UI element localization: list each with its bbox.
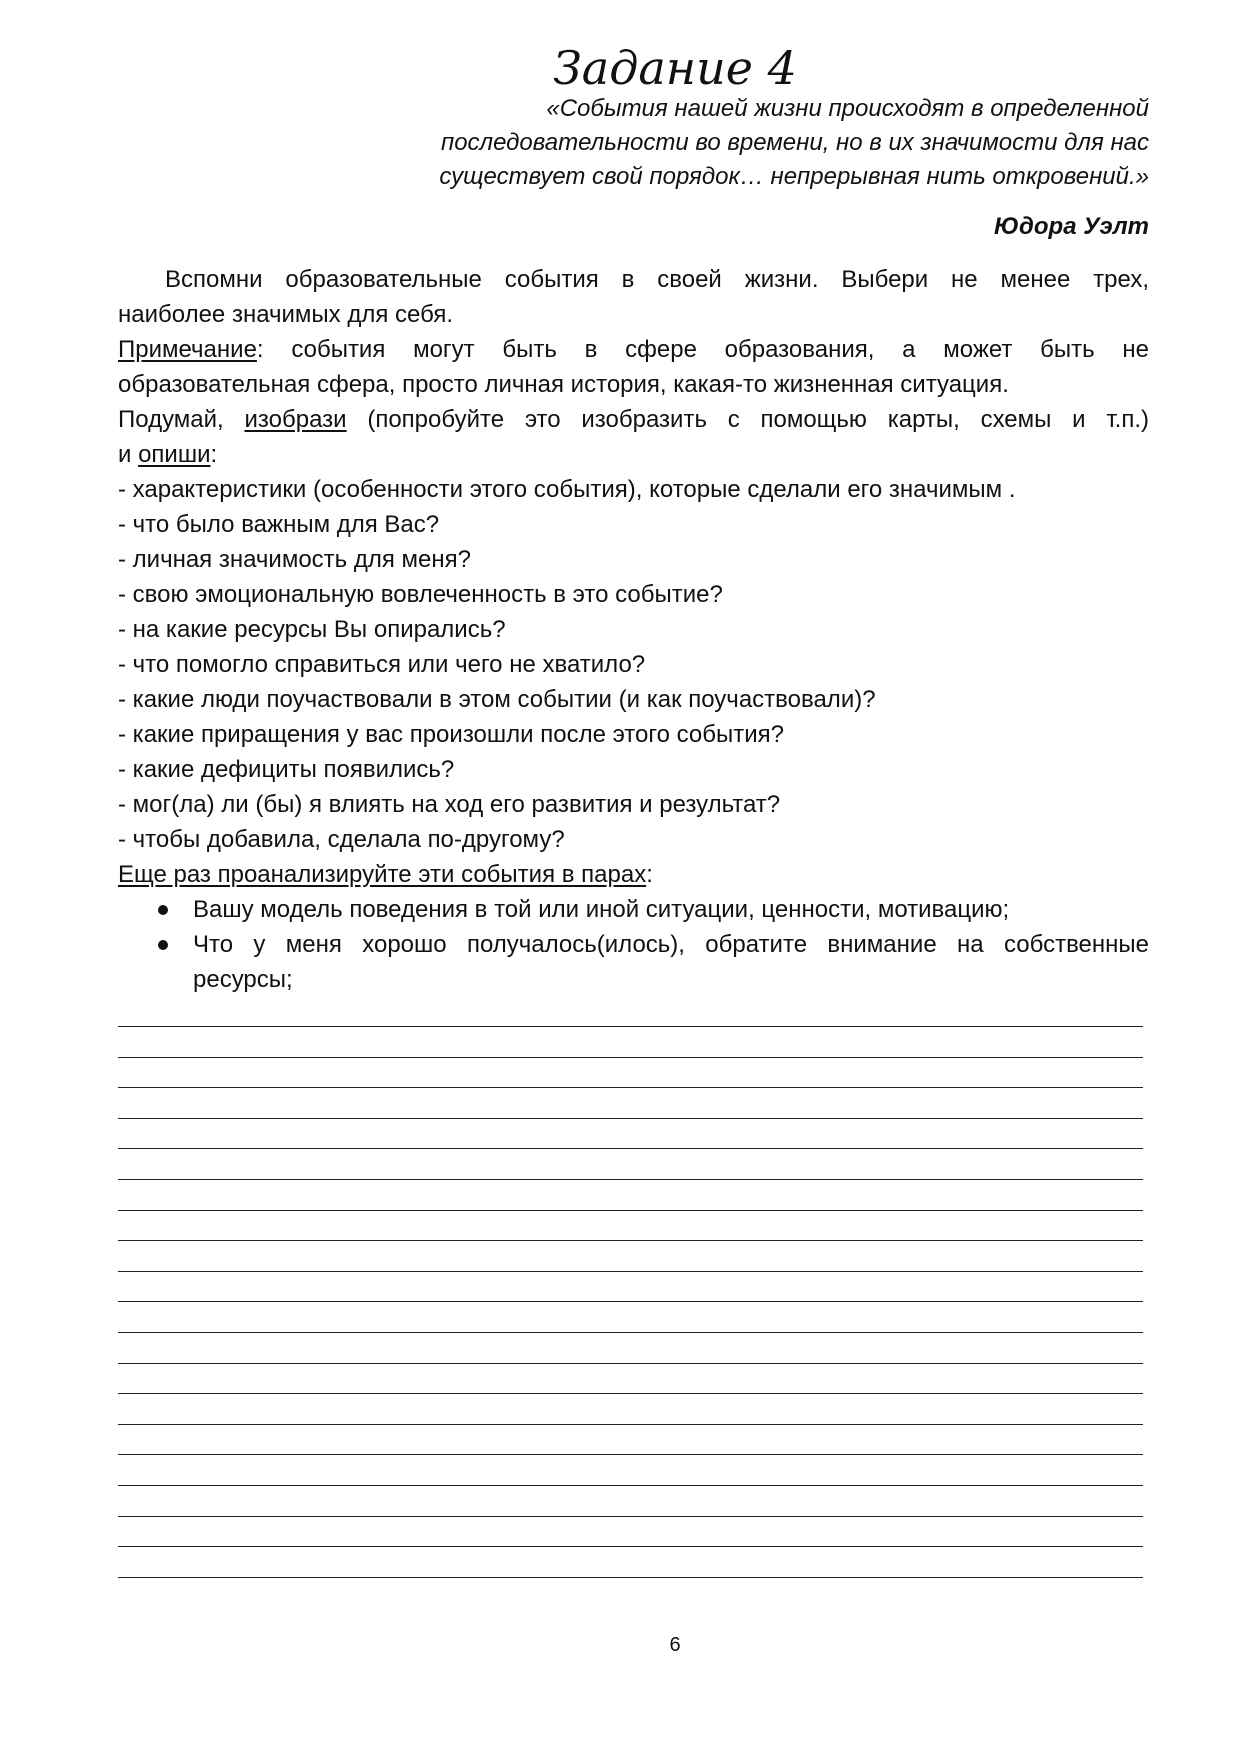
answer-line[interactable]	[118, 1301, 1143, 1302]
question-item: - на какие ресурсы Вы опирались?	[118, 616, 506, 643]
page-number: 6	[669, 1634, 681, 1656]
answer-line[interactable]	[118, 1057, 1143, 1058]
answer-line[interactable]	[118, 1240, 1143, 1241]
answer-line[interactable]	[118, 1271, 1143, 1272]
question-item: - какие приращения у вас произошли после этого события?	[118, 721, 784, 748]
answer-line[interactable]	[118, 1026, 1143, 1027]
answer-line[interactable]	[118, 1424, 1143, 1425]
epigraph-author: Юдора Уэлт	[994, 213, 1149, 240]
draw-word: изобрази	[244, 406, 347, 433]
think-and: и	[118, 441, 139, 468]
answer-line[interactable]	[118, 1332, 1143, 1333]
bullet-text: Что у меня хорошо получалось(илось), обратите внимание на собственные	[193, 931, 1149, 958]
answer-line[interactable]	[118, 1454, 1143, 1455]
answer-line[interactable]	[118, 1393, 1143, 1394]
describe-word: опиши	[138, 441, 211, 468]
question-item: - что было важным для Вас?	[118, 511, 440, 538]
note-label: Примечание	[118, 336, 257, 363]
bullet-dot-icon	[158, 905, 168, 915]
intro-line: Вспомни образовательные события в своей жизни. Выбери не менее трех,	[165, 266, 1149, 293]
answer-line[interactable]	[118, 1210, 1143, 1211]
think-colon: :	[210, 441, 218, 468]
answer-line[interactable]	[118, 1485, 1143, 1486]
note-line: образовательная сфера, просто личная история, какая-то жизненная ситуация.	[118, 371, 1009, 398]
intro-line: наиболее значимых для себя.	[118, 301, 453, 328]
bullet-text: ресурсы;	[193, 966, 293, 993]
analyze-heading-line	[118, 857, 1149, 892]
question-item: - личная значимость для меня?	[118, 546, 471, 573]
question-item: - свою эмоциональную вовлеченность в это событие?	[118, 581, 723, 608]
answer-line[interactable]	[118, 1363, 1143, 1364]
note-text: : события могут быть в сфере образования, а может быть не	[256, 336, 1149, 363]
question-item: - мог(ла) ли (бы) я влиять на ход его развития и результат?	[118, 791, 781, 818]
bullet-list	[118, 892, 1149, 997]
question-item: - какие люди поучаствовали в этом событии (и как поучаствовали)?	[118, 686, 876, 713]
answer-line[interactable]	[118, 1546, 1143, 1547]
epigraph-line: существует свой порядок… непрерывная нить откровений.»	[439, 163, 1149, 190]
epigraph-line: последовательности во времени, но в их значимости для нас	[440, 129, 1149, 156]
answer-line[interactable]	[118, 1577, 1143, 1578]
question-list	[118, 472, 1149, 857]
task-body	[118, 262, 1149, 997]
answer-line[interactable]	[118, 1148, 1143, 1149]
question-item: - какие дефициты появились?	[118, 756, 455, 783]
question-item: - чтобы добавила, сделала по-другому?	[118, 826, 565, 853]
epigraph	[289, 92, 1149, 194]
think-prefix: Подумай,	[118, 406, 245, 433]
answer-line[interactable]	[118, 1179, 1143, 1180]
epigraph-line: «События нашей жизни происходят в определенной	[546, 95, 1149, 122]
think-line	[118, 437, 1149, 472]
analyze-heading: Еще раз проанализируйте эти события в парах	[118, 861, 647, 888]
page-title: Задание 4	[553, 41, 797, 95]
answer-lines	[118, 1026, 1143, 1607]
bullet-item	[118, 927, 1149, 997]
note-line	[118, 332, 1149, 367]
answer-line[interactable]	[118, 1118, 1143, 1119]
question-item: - характеристики (особенности этого события), которые сделали его значимым .	[118, 476, 1016, 503]
bullet-item	[118, 892, 1149, 927]
bullet-dot-icon	[158, 940, 168, 950]
think-line	[118, 402, 1149, 437]
think-middle: (попробуйте это изобразить с помощью карты, схемы и т.п.)	[346, 406, 1149, 433]
answer-line[interactable]	[118, 1516, 1143, 1517]
answer-line[interactable]	[118, 1087, 1143, 1088]
bullet-text: Вашу модель поведения в той или иной ситуации, ценности, мотивацию;	[193, 896, 1010, 923]
question-item: - что помогло справиться или чего не хватило?	[118, 651, 646, 678]
analyze-colon: :	[646, 861, 653, 888]
